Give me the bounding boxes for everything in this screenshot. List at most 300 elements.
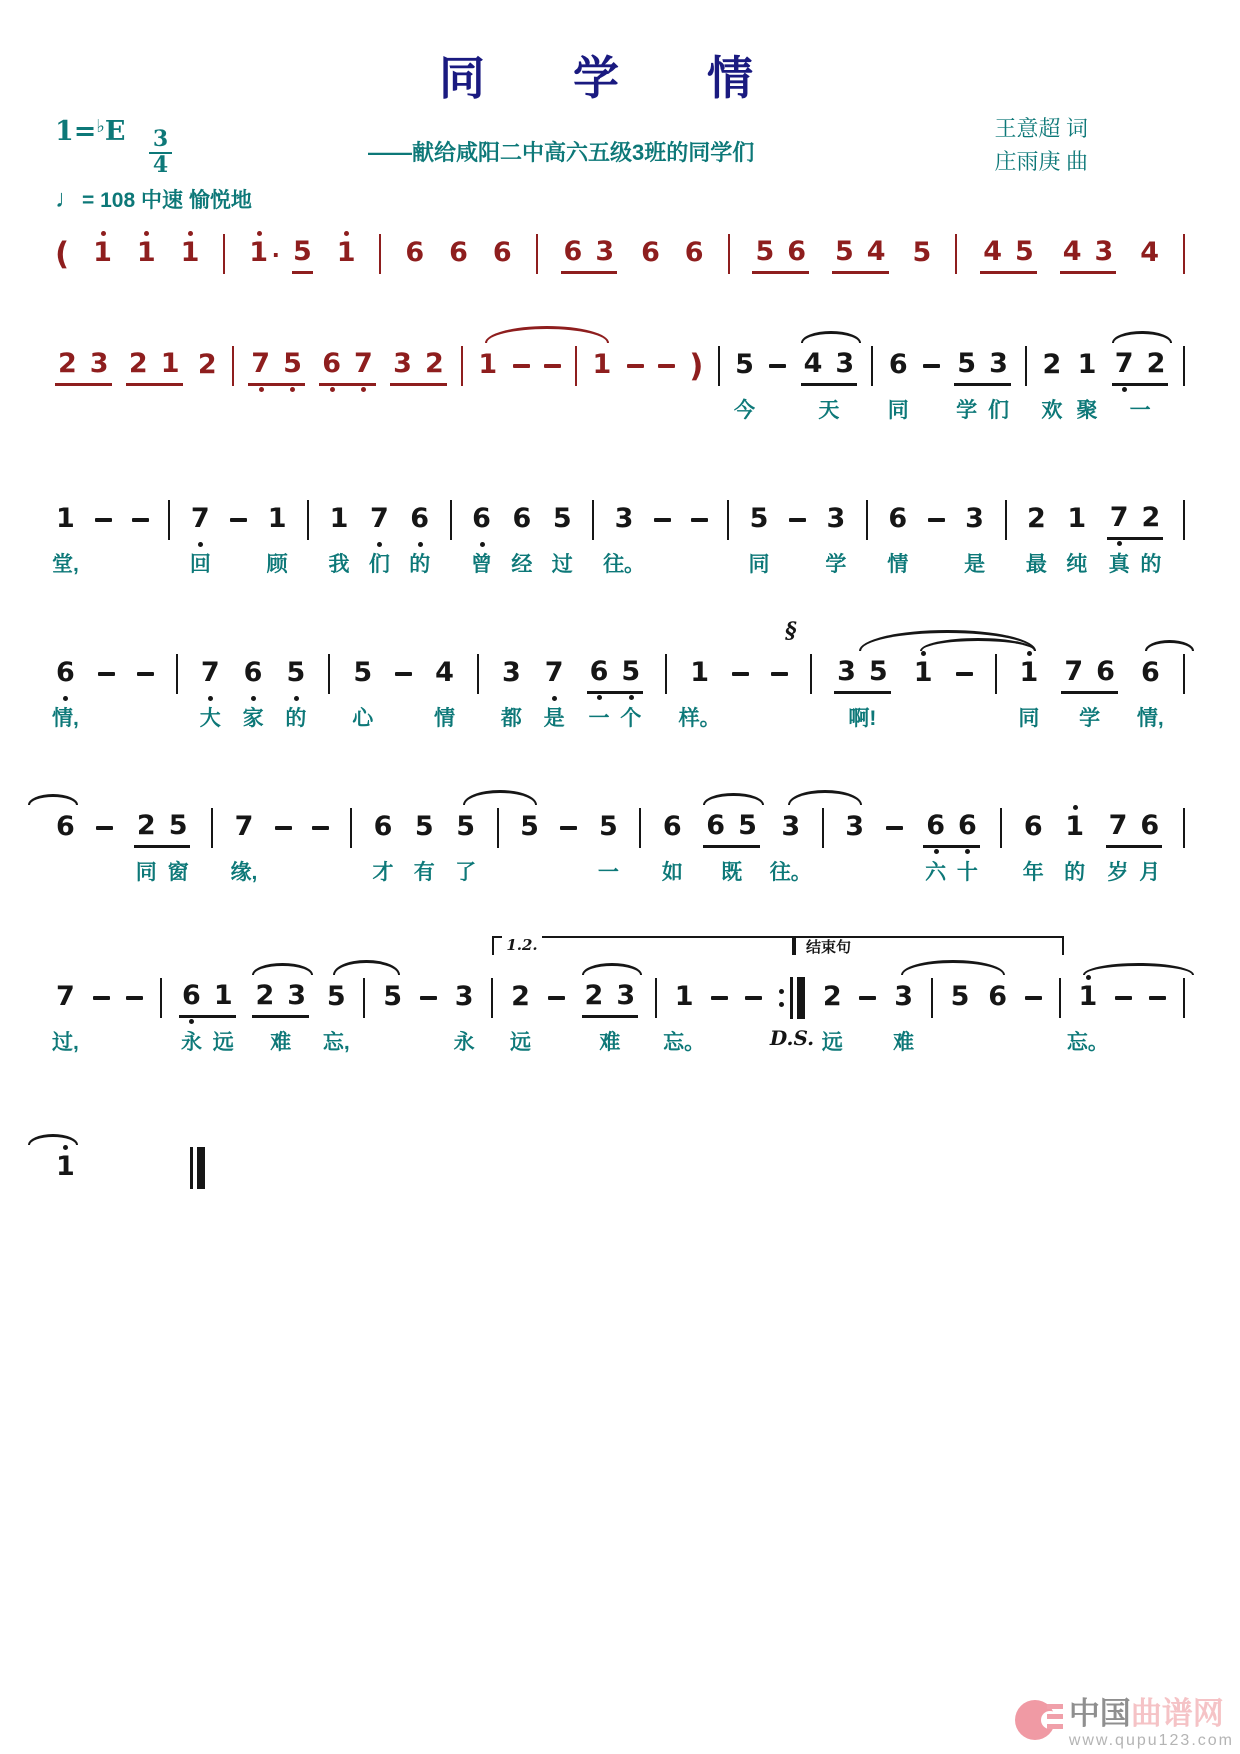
lyric-syllable: 如 xyxy=(661,861,683,884)
slur-tie xyxy=(333,960,399,975)
barline xyxy=(727,500,729,540)
note-group xyxy=(248,347,305,386)
duration-dash xyxy=(420,996,437,1000)
note: 5 xyxy=(282,347,303,383)
lyric-syllable: 个 xyxy=(620,707,642,730)
note: 1 xyxy=(1067,503,1087,534)
barline xyxy=(1059,978,1061,1018)
barline xyxy=(232,346,234,386)
lyric-syllable: 往。 xyxy=(603,553,646,576)
final-barline xyxy=(190,1147,205,1189)
barline xyxy=(1025,346,1027,386)
volta-label: 结束句 xyxy=(802,939,855,956)
lyric-syllable: 聚 xyxy=(1076,399,1098,422)
note: 7 xyxy=(353,347,374,383)
note: 1 xyxy=(1064,810,1085,846)
note: 3 xyxy=(894,981,914,1012)
slur-tie xyxy=(1083,963,1194,975)
lyric-syllable: 月 xyxy=(1139,861,1161,884)
lyric-syllable: 的 xyxy=(1140,553,1162,576)
lyric-syllable: 既 xyxy=(721,861,743,884)
note: 6 xyxy=(449,237,468,268)
duration-dash xyxy=(1149,996,1166,1000)
duration-dash xyxy=(691,518,708,522)
note-group xyxy=(1106,809,1163,848)
notes-row xyxy=(55,806,1185,850)
note: 5 xyxy=(1015,235,1034,267)
duration-dash xyxy=(654,518,671,522)
duration-dash xyxy=(886,826,903,830)
barline xyxy=(350,808,352,848)
score-line xyxy=(51,936,1185,1118)
note: 2 xyxy=(58,347,77,379)
note: 2 xyxy=(255,979,275,1011)
key-signature xyxy=(55,112,252,177)
duration-dash xyxy=(711,996,728,1000)
barline xyxy=(866,500,868,540)
slur-tie xyxy=(1145,640,1194,651)
octave-dot-below xyxy=(1122,387,1127,392)
barline xyxy=(655,978,657,1018)
note-group xyxy=(832,235,889,274)
note: 4 xyxy=(1140,237,1160,268)
note: 7 xyxy=(190,502,211,538)
barline xyxy=(176,654,178,694)
composer-credit: 庄雨庚 曲 xyxy=(994,149,1088,174)
note: 7 xyxy=(250,347,271,383)
octave-dot-below xyxy=(965,849,970,854)
lyric-syllable: 的 xyxy=(1064,861,1086,884)
barline xyxy=(160,978,162,1018)
barline xyxy=(307,500,309,540)
score-line xyxy=(55,1146,1185,1230)
barline xyxy=(871,346,873,386)
barline xyxy=(728,234,730,274)
octave-dot-below xyxy=(377,542,382,547)
note: 3 xyxy=(501,657,521,688)
quarter-note-icon: ♩ xyxy=(55,185,80,214)
barline xyxy=(1183,500,1185,540)
note: 6 xyxy=(684,237,704,268)
lyric-syllable: 天 xyxy=(818,399,840,422)
note: 5 xyxy=(552,503,572,534)
note-group xyxy=(582,979,639,1018)
note: 2 xyxy=(136,809,156,841)
barline xyxy=(1000,808,1002,848)
note-group xyxy=(179,979,236,1018)
notes-row xyxy=(55,232,1185,276)
octave-dot-below xyxy=(1117,541,1122,546)
barline xyxy=(955,234,957,274)
note: 1 xyxy=(690,657,710,688)
note-group xyxy=(801,347,858,386)
score-line xyxy=(51,498,1185,624)
barline xyxy=(718,346,720,386)
note: 5 xyxy=(383,981,403,1012)
note: 3 xyxy=(454,981,474,1012)
note: 7 xyxy=(1114,347,1135,383)
note: 1 xyxy=(160,347,180,379)
note-group xyxy=(55,347,112,386)
duration-dash xyxy=(132,518,149,522)
lyric-syllable: 过 xyxy=(551,553,573,576)
note: 6 xyxy=(243,656,264,692)
lyric-syllable: 都 xyxy=(500,707,522,730)
dedication-subtitle: ——献给咸阳二中高六五级3班的同学们 xyxy=(368,140,755,165)
note: 5 xyxy=(738,809,757,841)
octave-dot-above xyxy=(1073,805,1078,810)
note: 1 xyxy=(213,979,233,1011)
note-group xyxy=(561,235,618,274)
paren-symbol: ( xyxy=(55,236,70,272)
watermark xyxy=(1015,1698,1234,1750)
note: 1 xyxy=(56,503,75,534)
lyric-syllable: 学 xyxy=(825,553,847,576)
note: 6 xyxy=(925,809,946,845)
note: 6 xyxy=(409,502,430,538)
note: 1 · xyxy=(248,236,269,272)
barline xyxy=(328,654,330,694)
lyric-syllable: 往。 xyxy=(769,861,812,884)
score-line xyxy=(55,232,1185,316)
slur-tie xyxy=(582,963,643,975)
lyric-syllable: 难 xyxy=(270,1031,292,1054)
barline xyxy=(931,978,933,1018)
duration-dash xyxy=(96,826,113,830)
lyric-syllable: 我 xyxy=(328,553,350,576)
lyric-syllable: 情 xyxy=(434,707,456,730)
lyric-syllable: 大 xyxy=(199,707,221,730)
note: 5 xyxy=(456,811,476,842)
note-group xyxy=(1060,235,1117,274)
octave-dot-below xyxy=(418,542,423,547)
duration-dash xyxy=(771,672,788,676)
lyric-syllable: 忘。 xyxy=(663,1031,706,1054)
octave-dot-below xyxy=(330,387,335,392)
lyric-syllable: 情, xyxy=(1136,707,1164,730)
lyricist-credit: 王意超 词 xyxy=(994,116,1088,141)
lyric-syllable: 年 xyxy=(1022,861,1044,884)
lyric-syllable: 样。 xyxy=(678,707,721,730)
duration-dash xyxy=(1115,996,1132,1000)
lyric-syllable: 的 xyxy=(409,553,431,576)
note: 3 xyxy=(393,347,412,379)
expression-text: 中速 愉悦地 xyxy=(140,189,252,213)
note: 7 xyxy=(234,811,254,842)
duration-dash xyxy=(859,996,876,1000)
slur-tie xyxy=(901,960,1005,975)
lyric-syllable: 堂, xyxy=(51,553,79,576)
note: 1 xyxy=(92,236,113,272)
note: 5 xyxy=(414,811,434,842)
lyric-syllable: 了 xyxy=(455,861,477,884)
note: 6 xyxy=(888,503,908,534)
note: 2 xyxy=(1141,501,1161,533)
note: 5 xyxy=(749,503,769,534)
octave-dot-above xyxy=(257,231,262,236)
slur-tie xyxy=(485,326,609,343)
octave-dot-below xyxy=(63,696,68,701)
slur-tie xyxy=(463,790,537,805)
octave-dot-above xyxy=(1086,975,1091,980)
note: 5 xyxy=(912,237,932,268)
lyric-syllable: 才 xyxy=(372,861,394,884)
note: 6 xyxy=(1140,657,1160,688)
note: 4 xyxy=(803,347,823,379)
note: 1 xyxy=(136,236,157,272)
lyric-syllable: 过, xyxy=(51,1031,79,1054)
note: 1 xyxy=(674,981,694,1012)
note: 3 xyxy=(826,503,846,534)
note-group xyxy=(834,655,891,694)
barline xyxy=(665,654,667,694)
barline xyxy=(639,808,641,848)
key-note: E xyxy=(104,116,126,147)
octave-dot-below xyxy=(208,696,213,701)
lyric-syllable: 缘, xyxy=(230,861,258,884)
notes-row xyxy=(55,976,1185,1020)
duration-dash xyxy=(548,996,565,1000)
note: 7 xyxy=(200,656,221,692)
note-group xyxy=(923,809,980,848)
volta-bracket xyxy=(792,936,1064,955)
dal-segno-marking: D.S. xyxy=(769,1026,815,1050)
note: 1 xyxy=(913,656,934,692)
note: 6 xyxy=(1023,811,1043,842)
note: 6 xyxy=(471,502,492,538)
lyric-syllable: 顾 xyxy=(266,553,288,576)
barline xyxy=(450,500,452,540)
note: 5 xyxy=(285,656,306,692)
lyric-syllable: 难 xyxy=(599,1031,621,1054)
credits xyxy=(994,112,1088,178)
duration-dash xyxy=(513,364,530,368)
score-line xyxy=(51,618,1185,778)
lyric-syllable: 一 xyxy=(597,861,619,884)
lyric-syllable: 情, xyxy=(51,707,79,730)
note: 2 xyxy=(822,981,842,1012)
note: 5 xyxy=(353,657,373,688)
note: 3 xyxy=(287,979,307,1011)
lyric-syllable: 远 xyxy=(212,1031,234,1054)
note: 2 xyxy=(584,979,604,1011)
barline xyxy=(536,234,538,274)
lyric-syllable: 永 xyxy=(453,1031,475,1054)
note: 5 xyxy=(599,811,618,842)
time-signature xyxy=(149,128,172,177)
note-group xyxy=(252,979,309,1018)
note: 3 xyxy=(616,979,636,1011)
note: 1 xyxy=(1019,656,1040,692)
note: 6 xyxy=(56,811,75,842)
note: 1 xyxy=(478,349,498,380)
note: 3 xyxy=(965,503,984,534)
note: 6 xyxy=(405,237,425,268)
qupu-logo-icon xyxy=(1015,1698,1063,1748)
lyric-syllable: 心 xyxy=(352,707,374,730)
note: 1 xyxy=(267,503,287,534)
score-body xyxy=(0,232,1240,1230)
duration-dash xyxy=(1025,996,1042,1000)
site-url: www.qupu123.com xyxy=(1068,1732,1234,1749)
note: 1 xyxy=(1078,980,1099,1016)
duration-dash xyxy=(923,364,940,368)
barline xyxy=(477,654,479,694)
duration-dash xyxy=(745,996,762,1000)
note-group xyxy=(752,235,809,274)
segno-icon: § xyxy=(785,618,797,644)
lyric-syllable: 学 xyxy=(1079,707,1101,730)
note: 4 xyxy=(435,657,454,688)
duration-dash xyxy=(769,364,786,368)
note-group xyxy=(1107,501,1164,540)
note-group xyxy=(319,347,376,386)
note: 6 xyxy=(321,347,342,383)
note: 2 xyxy=(1042,349,1062,380)
paren-symbol: ) xyxy=(689,348,704,384)
barline xyxy=(461,346,463,386)
slur-tie xyxy=(28,1134,78,1145)
lyric-syllable: 一 xyxy=(1129,399,1151,422)
barline xyxy=(1183,808,1185,848)
note-group xyxy=(703,809,760,848)
volta-bracket xyxy=(492,936,796,955)
note: 5 xyxy=(835,235,854,267)
note-group xyxy=(587,655,644,694)
note: 4 xyxy=(983,235,1002,267)
slur-tie xyxy=(28,794,78,805)
note-group xyxy=(134,809,191,848)
flat-icon: ♭ xyxy=(96,116,105,137)
note: 3 xyxy=(89,347,109,379)
lyric-syllable: 窗 xyxy=(167,861,189,884)
lyric-syllable: 忘, xyxy=(322,1031,350,1054)
tempo-marking xyxy=(55,184,252,214)
note: 6 xyxy=(512,503,532,534)
barline xyxy=(592,500,594,540)
octave-dot-below xyxy=(251,696,256,701)
lyric-syllable: 家 xyxy=(242,707,264,730)
duration-dash xyxy=(312,826,329,830)
meter-denominator: 4 xyxy=(152,152,169,179)
lyric-syllable: 们 xyxy=(987,399,1009,422)
lyric-syllable: 情 xyxy=(887,553,909,576)
key-and-tempo xyxy=(55,112,252,214)
note: 1 xyxy=(329,503,349,534)
volta-label: 1.2. xyxy=(502,936,541,954)
lyric-syllable: 回 xyxy=(189,553,211,576)
note: 2 xyxy=(1027,503,1046,534)
tempo-value: = 108 xyxy=(82,189,136,213)
note: 6 xyxy=(662,811,682,842)
lyric-syllable: 曾 xyxy=(471,553,493,576)
song-title: 同学情 xyxy=(439,53,841,104)
note: 6 xyxy=(787,235,807,267)
octave-dot-below xyxy=(480,542,485,547)
notes-row xyxy=(55,652,1185,696)
lyric-syllable: 最 xyxy=(1025,553,1047,576)
lyric-syllable: 同 xyxy=(1018,707,1040,730)
note: 6 xyxy=(1096,655,1115,687)
slur-tie xyxy=(801,331,862,343)
note: 5 xyxy=(957,347,977,379)
note: 2 xyxy=(511,981,530,1012)
notes-row xyxy=(55,344,1185,388)
note-group xyxy=(1061,655,1118,694)
barline xyxy=(223,234,225,274)
lyric-syllable: 同 xyxy=(887,399,909,422)
note: 6 xyxy=(181,979,202,1015)
note-group xyxy=(980,235,1037,274)
lyric-syllable: 真 xyxy=(1108,553,1130,576)
octave-dot-below xyxy=(597,695,602,700)
logo-bars xyxy=(1047,1704,1063,1729)
duration-dash xyxy=(95,518,112,522)
note: 5 xyxy=(950,981,970,1012)
note: 4 xyxy=(866,235,886,267)
lyric-syllable: 同 xyxy=(135,861,157,884)
note: 2 xyxy=(1146,347,1166,379)
note: 3 xyxy=(595,235,615,267)
barline xyxy=(995,654,997,694)
note: 7 xyxy=(1108,809,1128,841)
duration-dash xyxy=(126,996,143,1000)
note: 3 xyxy=(781,811,801,842)
lyric-syllable: 六 xyxy=(925,861,947,884)
barline xyxy=(1183,346,1185,386)
duration-dash xyxy=(395,672,412,676)
octave-dot-below xyxy=(290,387,295,392)
note: 5 xyxy=(735,349,754,380)
note: 2 xyxy=(128,347,148,379)
note: 1 xyxy=(55,1150,76,1186)
slur-tie xyxy=(788,790,862,805)
repeat-barline xyxy=(779,977,805,1019)
duration-dash xyxy=(544,364,561,368)
barline xyxy=(1183,654,1185,694)
note: 6 xyxy=(589,655,610,691)
note: 6 xyxy=(55,656,76,692)
octave-dot-below xyxy=(198,542,203,547)
duration-dash xyxy=(98,672,115,676)
key-prefix: 1= xyxy=(55,116,97,147)
slur-tie xyxy=(252,963,313,975)
note: 1 xyxy=(180,236,201,272)
note: 7 xyxy=(1109,501,1130,537)
watermark-text xyxy=(1069,1698,1234,1750)
barline xyxy=(379,234,381,274)
note: 6 xyxy=(641,237,660,268)
site-name: 中国曲谱网 xyxy=(1068,1696,1224,1731)
barline xyxy=(1005,500,1007,540)
lyric-syllable: 远 xyxy=(510,1031,532,1054)
octave-dot-below xyxy=(934,849,939,854)
note: 5 xyxy=(292,235,313,274)
lyric-syllable: 们 xyxy=(368,553,390,576)
note-group xyxy=(390,347,447,386)
note: 3 xyxy=(1094,235,1114,267)
lyric-syllable: 忘。 xyxy=(1066,1031,1109,1054)
lyric-syllable: 一 xyxy=(588,707,610,730)
note: 6 xyxy=(888,349,908,380)
duration-dash xyxy=(275,826,292,830)
lyric-syllable: 远 xyxy=(821,1031,843,1054)
barline xyxy=(1183,234,1185,274)
note: 1 xyxy=(592,349,612,380)
barline xyxy=(1183,978,1185,1018)
octave-dot-below xyxy=(629,695,634,700)
lyric-syllable: 同 xyxy=(748,553,770,576)
